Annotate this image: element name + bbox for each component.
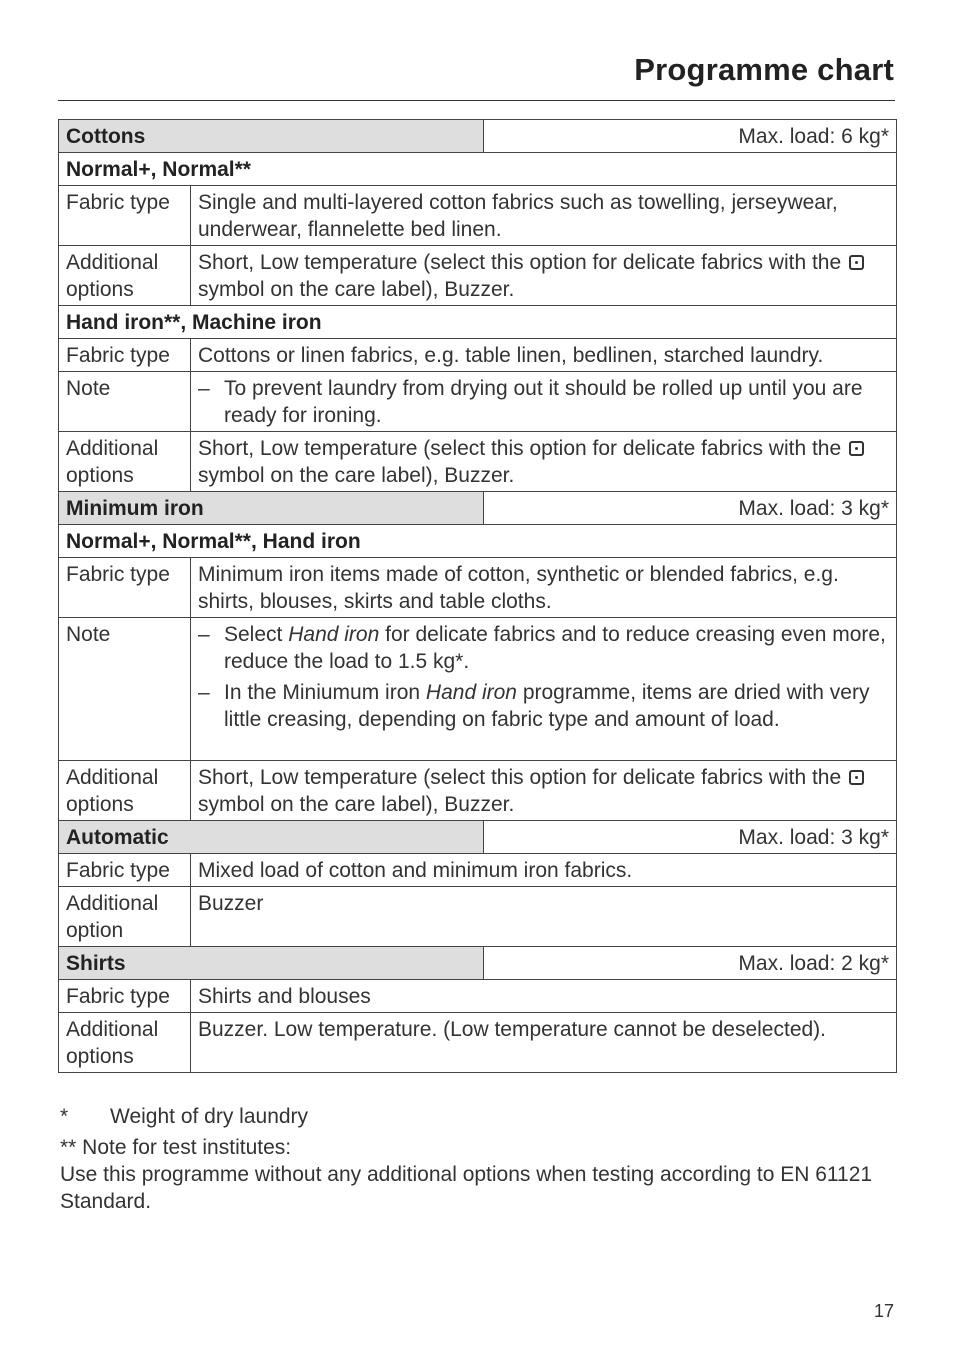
row-label: Fabric type — [59, 854, 191, 887]
note-text: To prevent laundry from drying out it should be rolled up until you are ready for ironing. — [224, 377, 863, 427]
row-label: Additional options — [59, 432, 191, 492]
footnote-test-heading: ** Note for test institutes: — [60, 1136, 292, 1159]
programme-row-automatic — [59, 821, 897, 854]
options-text: symbol on the care label), Buzzer. — [198, 278, 515, 301]
page-number: 17 — [873, 1301, 894, 1321]
row-value — [191, 246, 897, 306]
footnote-weight — [60, 1103, 900, 1130]
footnote-marker: * — [60, 1105, 69, 1128]
options-text: Short, Low temperature (select this option for delicate fabrics with the — [198, 437, 842, 460]
additional-option-row — [59, 887, 897, 947]
footnote-text: Weight of dry laundry — [110, 1105, 309, 1128]
row-value: Single and multi-layered cotton fabrics such as towelling, jerseywear, underwear, flannelette bed linen. — [191, 186, 897, 246]
dash-bullet: – — [198, 681, 210, 704]
row-label: Additional options — [59, 1013, 191, 1073]
fabric-type-row — [59, 854, 897, 887]
programme-name: Cottons — [59, 120, 484, 153]
programme-chart-table — [58, 119, 897, 1073]
sub-heading-row — [59, 306, 897, 339]
programme-option-name: Hand iron — [425, 681, 517, 704]
max-load: Max. load: 3 kg* — [484, 821, 897, 854]
sub-heading-row — [59, 525, 897, 558]
dash-bullet: – — [198, 377, 210, 400]
note-row — [59, 618, 897, 761]
row-value: Buzzer — [191, 887, 897, 947]
page-title: Programme chart — [634, 52, 894, 87]
dryer-care-symbol-icon — [849, 441, 864, 456]
row-value: Mixed load of cotton and minimum iron fabrics. — [191, 854, 897, 887]
footnote-test-text: Use this programme without any additional options when testing according to EN 61121 Standard. — [60, 1163, 873, 1213]
note-text: programme, items are dried with very little creasing, depending on fabric type and amount of load. — [224, 681, 870, 731]
row-label: Note — [59, 372, 191, 432]
row-value — [191, 432, 897, 492]
max-load: Max. load: 2 kg* — [484, 947, 897, 980]
programme-row-shirts — [59, 947, 897, 980]
additional-options-row — [59, 432, 897, 492]
options-text: symbol on the care label), Buzzer. — [198, 464, 515, 487]
sub-heading-row — [59, 153, 897, 186]
fabric-type-row — [59, 558, 897, 618]
programme-row-minimum-iron — [59, 492, 897, 525]
row-label: Fabric type — [59, 339, 191, 372]
options-text: Short, Low temperature (select this option for delicate fabrics with the — [198, 251, 842, 274]
max-load: Max. load: 6 kg* — [484, 120, 897, 153]
row-value — [191, 761, 897, 821]
row-label: Fabric type — [59, 558, 191, 618]
dryer-care-symbol-icon — [849, 255, 864, 270]
sub-heading: Normal+, Normal**, Hand iron — [59, 525, 897, 558]
row-label: Additional options — [59, 761, 191, 821]
dash-bullet: – — [198, 623, 210, 646]
additional-options-row — [59, 761, 897, 821]
row-label: Fabric type — [59, 980, 191, 1013]
row-label: Additional options — [59, 246, 191, 306]
note-item — [198, 375, 889, 429]
max-load: Max. load: 3 kg* — [484, 492, 897, 525]
options-text: Short, Low temperature (select this option for delicate fabrics with the — [198, 766, 842, 789]
row-label: Additional option — [59, 887, 191, 947]
row-value: Cottons or linen fabrics, e.g. table linen, bedlinen, starched laundry. — [191, 339, 897, 372]
row-label: Fabric type — [59, 186, 191, 246]
row-label: Note — [59, 618, 191, 761]
row-value — [191, 372, 897, 432]
fabric-type-row — [59, 186, 897, 246]
row-value: Shirts and blouses — [191, 980, 897, 1013]
footnotes — [60, 1103, 900, 1215]
dryer-care-symbol-icon — [849, 770, 864, 785]
note-item — [198, 621, 889, 675]
programme-name: Shirts — [59, 947, 484, 980]
sub-heading: Normal+, Normal** — [59, 153, 897, 186]
title-rule — [58, 100, 895, 101]
row-value: Buzzer. Low temperature. (Low temperature cannot be deselected). — [191, 1013, 897, 1073]
programme-name: Minimum iron — [59, 492, 484, 525]
programme-row-cottons — [59, 120, 897, 153]
note-text: for delicate fabrics and to reduce creasing even more, reduce the load to 1.5 kg*. — [224, 623, 886, 673]
fabric-type-row — [59, 339, 897, 372]
row-value: Minimum iron items made of cotton, synthetic or blended fabrics, e.g. shirts, blouses, skirts and table cloths. — [191, 558, 897, 618]
additional-options-row — [59, 1013, 897, 1073]
programme-option-name: Hand iron — [288, 623, 380, 646]
options-text: symbol on the care label), Buzzer. — [198, 793, 515, 816]
note-text: Select — [224, 623, 283, 646]
note-item — [198, 679, 889, 733]
additional-options-row — [59, 246, 897, 306]
fabric-type-row — [59, 980, 897, 1013]
note-row — [59, 372, 897, 432]
note-text: In the Miniumum iron — [224, 681, 421, 704]
sub-heading: Hand iron**, Machine iron — [59, 306, 897, 339]
programme-name: Automatic — [59, 821, 484, 854]
row-value — [191, 618, 897, 761]
